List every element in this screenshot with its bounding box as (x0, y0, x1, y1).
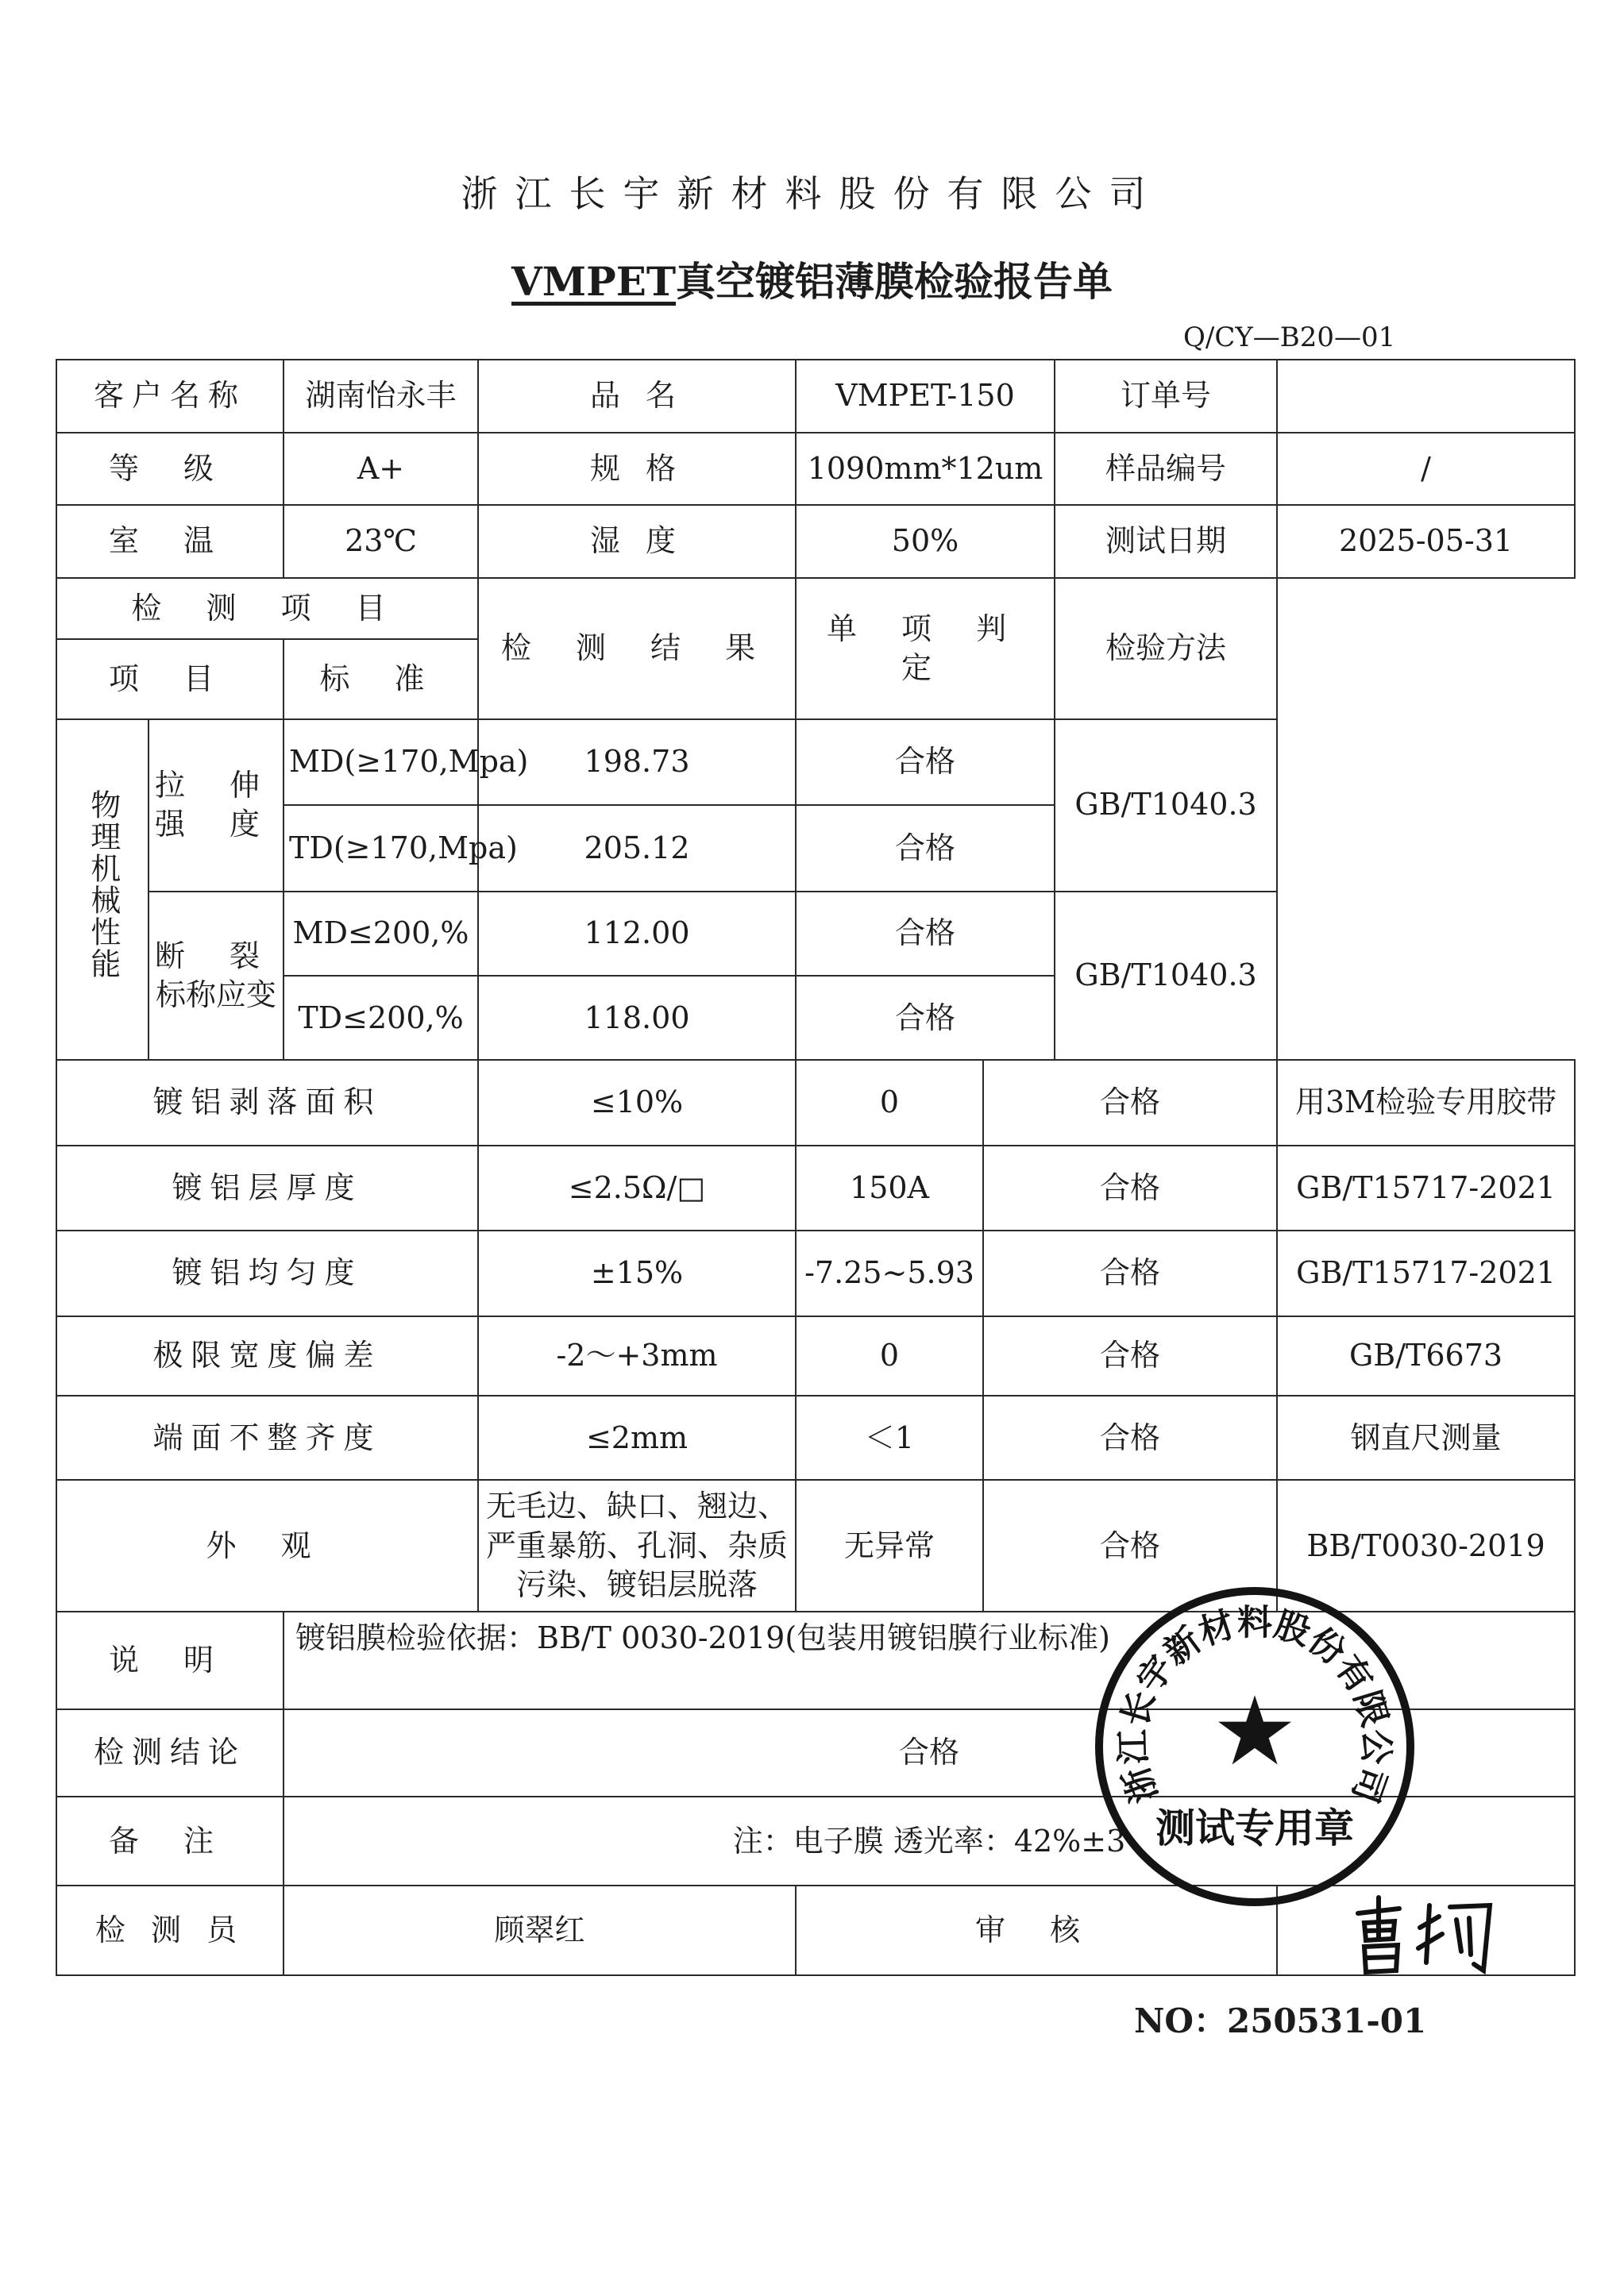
method-cell: GB/T15717-2021 (1277, 1231, 1575, 1316)
order-value (1277, 360, 1575, 433)
grade-value: A+ (284, 433, 478, 504)
table-row (56, 892, 1575, 976)
table-row (56, 1396, 1575, 1480)
result-cell: 205.12 (478, 805, 796, 891)
result-cell: 198.73 (478, 719, 796, 805)
method-cell: GB/T6673 (1277, 1316, 1575, 1396)
method-cell: GB/T1040.3 (1055, 892, 1277, 1061)
standard-cell: ≤2.5Ω/□ (478, 1146, 796, 1231)
judge-cell: 合格 (796, 805, 1055, 891)
standard-cell: TD(≥170,Mpa) (284, 805, 478, 891)
customer-label: 客户名称 (56, 360, 284, 433)
spec-label: 规 格 (478, 433, 796, 504)
elongation-label: 断 裂 标称应变 (149, 892, 284, 1061)
method-cell: 钢直尺测量 (1277, 1396, 1575, 1480)
table-row (56, 1060, 1575, 1145)
table-row (56, 1146, 1575, 1231)
result-cell: 0 (796, 1060, 983, 1145)
customer-value: 湖南怡永丰 (284, 360, 478, 433)
result-cell: 118.00 (478, 976, 796, 1060)
judge-cell: 合格 (983, 1146, 1277, 1231)
doc-code: Q/CY—B20—01 (1183, 322, 1396, 353)
info-row-2 (56, 433, 1575, 504)
humidity-value: 50% (796, 505, 1055, 578)
sample-value: / (1277, 433, 1575, 504)
order-label: 订单号 (1055, 360, 1277, 433)
table-row (56, 719, 1575, 805)
table-row (56, 976, 1575, 1060)
remark-row (56, 1797, 1575, 1886)
review-signature-cell (1277, 1886, 1575, 1975)
standard-cell: 无毛边、缺口、翘边、严重暴筋、孔洞、杂质污染、镀铝层脱落 (478, 1480, 796, 1612)
note-row (56, 1612, 1575, 1709)
method-cell: 用3M检验专用胶带 (1277, 1060, 1575, 1145)
judgement-header: 单 项 判 定 (796, 578, 1055, 719)
judge-cell: 合格 (983, 1060, 1277, 1145)
items-header: 检 测 项 目 (56, 578, 478, 639)
table-row (56, 1480, 1575, 1612)
result-cell: 0 (796, 1316, 983, 1396)
method-header: 检验方法 (1055, 578, 1277, 719)
table-row (56, 805, 1575, 891)
result-cell: -7.25~5.93 (796, 1231, 983, 1316)
conclusion-value: 合格 (284, 1709, 1575, 1797)
standard-cell: ≤2mm (478, 1396, 796, 1480)
judge-cell: 合格 (983, 1480, 1277, 1612)
humidity-label: 湿 度 (478, 505, 796, 578)
method-cell: GB/T1040.3 (1055, 719, 1277, 892)
method-cell: BB/T0030-2019 (1277, 1480, 1575, 1612)
judge-cell: 合格 (796, 892, 1055, 976)
inspector-row (56, 1886, 1575, 1975)
result-cell: ＜1 (796, 1396, 983, 1480)
review-label: 审 核 (796, 1886, 1277, 1975)
temp-label: 室 温 (56, 505, 284, 578)
result-cell: 112.00 (478, 892, 796, 976)
spec-value: 1090mm*12um (796, 433, 1055, 504)
inspector-label: 检 测 员 (56, 1886, 284, 1975)
product-label: 品 名 (478, 360, 796, 433)
date-label: 测试日期 (1055, 505, 1277, 578)
item-cell: 镀铝剥落面积 (56, 1060, 478, 1145)
standard-cell: -2～+3mm (478, 1316, 796, 1396)
judge-cell: 合格 (983, 1316, 1277, 1396)
report-number: NO：250531-01 (1134, 2001, 1427, 2040)
remark-label: 备 注 (56, 1797, 284, 1886)
tensile-strength-label: 拉 伸 强 度 (149, 719, 284, 892)
header-row-1 (56, 578, 1575, 639)
standard-cell: ≤10% (478, 1060, 796, 1145)
standard-cell: MD(≥170,Mpa) (284, 719, 478, 805)
standard-cell: TD≤200,% (284, 976, 478, 1060)
seal-inner-text: 测试专用章 (1155, 1805, 1354, 1851)
standard-header: 标 准 (284, 639, 478, 718)
conclusion-label: 检测结论 (56, 1709, 284, 1797)
item-cell: 极限宽度偏差 (56, 1316, 478, 1396)
title-text: 真空镀铝薄膜检验报告单 (676, 258, 1113, 305)
item-cell: 外 观 (56, 1480, 478, 1612)
judge-cell: 合格 (796, 719, 1055, 805)
date-value: 2025-05-31 (1277, 505, 1575, 578)
item-cell: 镀铝层厚度 (56, 1146, 478, 1231)
info-row-1 (56, 360, 1575, 433)
result-header: 检 测 结 果 (478, 578, 796, 719)
table-row (56, 1231, 1575, 1316)
result-cell: 无异常 (796, 1480, 983, 1612)
judge-cell: 合格 (796, 976, 1055, 1060)
seal-outer-text: 浙江长宇新材料股份有限公司 (1113, 1602, 1397, 1809)
temp-value: 23℃ (284, 505, 478, 578)
method-cell: GB/T15717-2021 (1277, 1146, 1575, 1231)
product-value: VMPET-150 (796, 360, 1055, 433)
note-text: 镀铝膜检验依据：BB/T 0030-2019(包装用镀铝膜行业标准) (284, 1612, 1575, 1709)
conclusion-row (56, 1709, 1575, 1797)
note-label: 说 明 (56, 1612, 284, 1709)
item-cell: 端面不整齐度 (56, 1396, 478, 1480)
grade-label: 等 级 (56, 433, 284, 504)
company-name: 浙江长宇新材料股份有限公司 (461, 172, 1163, 215)
item-cell: 镀铝均匀度 (56, 1231, 478, 1316)
remark-value: 注：电子膜 透光率：42%±3 (284, 1797, 1575, 1886)
standard-cell: ±15% (478, 1231, 796, 1316)
table-row (56, 1316, 1575, 1396)
result-cell: 150A (796, 1146, 983, 1231)
info-row-3 (56, 505, 1575, 578)
standard-cell: MD≤200,% (284, 892, 478, 976)
item-header: 项 目 (56, 639, 284, 718)
sample-label: 样品编号 (1055, 433, 1277, 504)
report-table (56, 359, 1576, 1976)
seal-star-icon: ★ (1212, 1677, 1298, 1787)
physical-group-label: 物理机械性能 (56, 719, 149, 1061)
judge-cell: 合格 (983, 1231, 1277, 1316)
judge-cell: 合格 (983, 1396, 1277, 1480)
inspector-name: 顾翠红 (284, 1886, 796, 1975)
title-prefix: VMPET (511, 258, 677, 305)
report-title (0, 250, 1624, 307)
